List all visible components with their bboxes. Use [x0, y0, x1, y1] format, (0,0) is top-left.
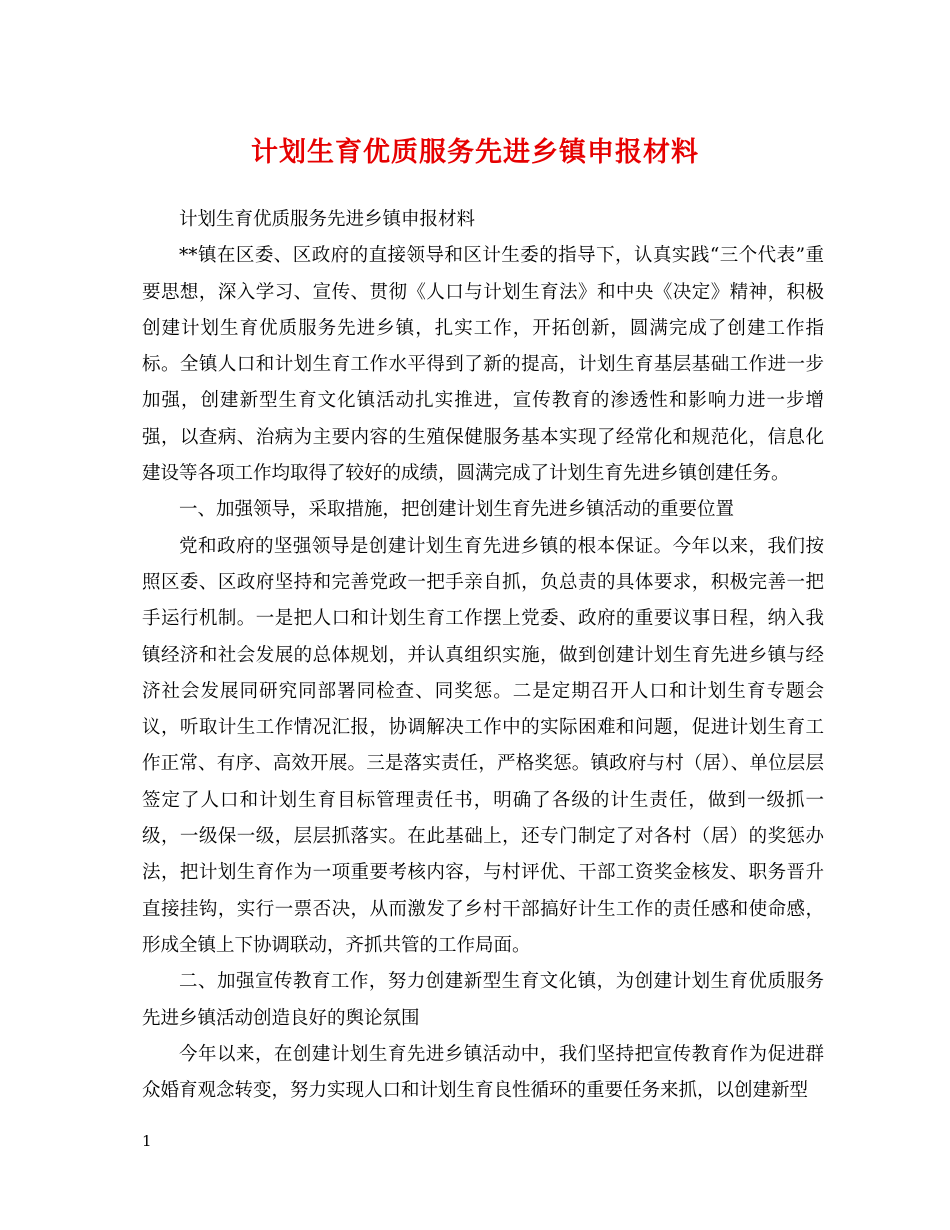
page-number: 1 — [142, 1132, 152, 1150]
paragraph-section-1: 党和政府的坚强领导是创建计划生育先进乡镇的根本保证。今年以来，我们按照区委、区政府坚持和完善党政一把手亲自抓，负总责的具体要求，积极完善一把手运行机制。一是把人口和计划生育工作摆上党委、政府的重要议事日程，纳入我镇经济和社会发展的总体规划，并认真组织实施，做到创建计划生育先进乡镇与经济社会发展同研究同部署同检查、同奖惩。二是定期召开人口和计划生育专题会议，听取计生工作情况汇报，协调解决工作中的实际困难和问题，促进计划生育工作正常、有序、高效开展。三是落实责任，严格奖惩。镇政府与村（居）、单位层层签定了人口和计划生育目标管理责任书，明确了各级的计生责任，做到一级抓一级，一级保一级，层层抓落实。在此基础上，还专门制定了对各村（居）的奖惩办法，把计划生育作为一项重要考核内容，与村评优、干部工资奖金核发、职务晋升直接挂钩，实行一票否决，从而激发了乡村干部搞好计生工作的责任感和使命感，形成全镇上下协调联动，齐抓共管的工作局面。 — [142, 535, 824, 956]
document-body — [142, 202, 824, 1109]
paragraph-subtitle: 计划生育优质服务先进乡镇申报材料 — [179, 209, 476, 230]
document-title: 计划生育优质服务先进乡镇申报材料 — [251, 137, 699, 168]
paragraph-section-2: 今年以来，在创建计划生育先进乡镇活动中，我们坚持把宣传教育作为促进群众婚育观念转变，努力实现人口和计划生育良性循环的重要任务来抓，以创建新型 — [142, 1043, 824, 1102]
section-heading-2: 二、加强宣传教育工作，努力创建新型生育文化镇，为创建计划生育优质服务先进乡镇活动创造良好的舆论氛围 — [142, 971, 824, 1029]
paragraph-intro: **镇在区委、区政府的直接领导和区计生委的指导下，认真实践“三个代表”重要思想，深入学习、宣传、贯彻《人口与计划生育法》和中央《决定》精神，积极创建计划生育优质服务先进乡镇，扎实工作，开拓创新，圆满完成了创建工作指标。全镇人口和计划生育工作水平得到了新的提高，计划生育基层基础工作进一步加强，创建新型生育文化镇活动扎实推进，宣传教育的渗透性和影响力进一步增强，以查病、治病为主要内容的生殖保健服务基本实现了经常化和规范化，信息化建设等各项工作均取得了较好的成绩，圆满完成了计划生育先进乡镇创建任务。 — [142, 245, 824, 485]
section-heading-1: 一、加强领导，采取措施，把创建计划生育先进乡镇活动的重要位置 — [179, 499, 735, 521]
